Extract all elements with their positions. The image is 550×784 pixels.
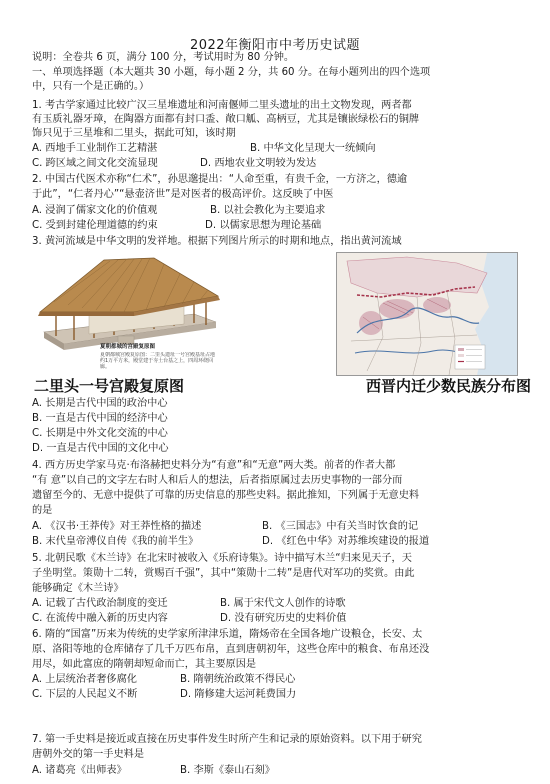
section-heading-cont: 中，只有一个是正确的。）	[32, 81, 150, 92]
question-3-text: 3. 黄河流域是中华文明的发祥地。根据下列图片所示的时期和地点，指出黄河流域	[32, 236, 402, 247]
question-4-text: “有 意”以自己的文字左右时人和后人的想法，后者指原属过去历史事物的一部分而	[32, 475, 403, 486]
question-6-option-c: C. 下层的人民起义不断	[32, 689, 138, 700]
western-jin-map	[336, 252, 518, 376]
figure-2-caption: 西晋内迁少数民族分布图	[366, 377, 532, 395]
question-4-text: 遗留至今的、无意中提供了可靠的历史信息的那些史料。据此推知，下列属于无意史料	[32, 490, 420, 501]
figure-inner-note: 夏朝都城宫殿复原图：二里头遗址一号宫殿基址占地约1万平方米，殿堂建于夯土台基之上，四周环绕回廊。	[100, 352, 216, 370]
question-4-option-a: A. 《汉书·王莽传》对王莽性格的描述	[32, 521, 202, 532]
question-1-option-d: D. 西地农业文明较为发达	[200, 158, 317, 169]
question-2-option-d: D. 以儒家思想为理论基础	[205, 220, 322, 231]
question-1-text: 1. 考古学家通过比较广汉三星堆遗址和河南偃师二里头遗址的出土文物发现，两者都	[32, 100, 412, 111]
question-2-option-a: A. 浸润了儒家文化的价值观	[32, 205, 158, 216]
question-2-option-b: B. 以社会教化为主要追求	[210, 205, 326, 216]
question-6-text: 6. 隋的“国富”历来为传统的史学家所津津乐道，隋炀帝在全国各地广设粮仓，长安、太	[32, 629, 423, 640]
question-6-text: 原、洛阳等地的仓库储存了几千万匹布帛，直到唐朝初年，这些仓库中的粮食、布帛还没	[32, 644, 430, 655]
question-1-option-a: A. 西地手工业制作工艺精湛	[32, 143, 158, 154]
question-4-option-d: D. 《红色中华》对苏维埃建设的报道	[262, 536, 430, 547]
question-1-option-b: B. 中华文化呈现大一统倾向	[250, 143, 376, 154]
question-2-option-c: C. 受到封建伦理道德的约束	[32, 220, 158, 231]
section-heading: 一、单项选择题（本大题共 30 小题，每小题 2 分，共 60 分。在每小题列出的四个选项	[32, 67, 431, 78]
figure-inner-title: 夏朝都城的宫殿复原图	[100, 344, 156, 350]
question-5-option-d: D. 没有研究历史的史料价值	[220, 613, 347, 624]
question-1-option-c: C. 跨区域之间文化交流显现	[32, 158, 158, 169]
question-2-text: 2. 中国古代医术亦称“仁术”，孙思邈提出：“人命至重，有贵千金，一方济之，德逾	[32, 174, 408, 185]
question-6-option-d: D. 隋修建大运河耗费国力	[180, 689, 297, 700]
question-4-text: 的是	[32, 505, 53, 516]
palace-reconstruction-figure	[34, 252, 220, 374]
instructions: 说明：全卷共 6 页，满分 100 分，考试用时为 80 分钟。	[32, 52, 295, 63]
question-4-option-c: B. 末代皇帝溥仪自传《我的前半生》	[32, 536, 199, 547]
question-5-option-a: A. 记载了古代政治制度的变迁	[32, 598, 168, 609]
question-3-option-c: C. 长期是中外文化交流的中心	[32, 428, 168, 439]
question-6-option-b: B. 隋朝统治政策不得民心	[180, 674, 296, 685]
question-2-text: 于此”，“仁者丹心”“悬壶济世”是对医者的极高评价。这反映了中医	[32, 189, 334, 200]
question-1-text: 饰只见于三星堆和二里头，据此可知，该时期	[32, 128, 236, 139]
question-5-text: 5. 北朝民歌《木兰诗》在北宋时被收入《乐府诗集》。诗中描写木兰“归来见天子，天	[32, 553, 412, 564]
question-4-text: 4. 西方历史学家马克·布洛赫把史料分为“有意”和“无意”两大类。前者的作者大都	[32, 460, 396, 471]
question-5-option-b: B. 属于宋代文人创作的诗歌	[220, 598, 346, 609]
map-illustration	[337, 253, 517, 375]
question-3-option-d: D. 一直是古代中国的文化中心	[32, 443, 169, 454]
question-4-option-b: B. 《三国志》中有关当时饮食的记	[262, 521, 419, 532]
question-1-text: 有玉质礼器牙璋，在陶器方面都有封口盉、敞口觚、高柄豆，尤其是镶嵌绿松石的铜牌	[32, 114, 420, 125]
question-5-text: 子坐明堂。策勋十二转，赏赐百千强”，其中“策勋十二转”是唐代对军功的奖赏。由此	[32, 568, 415, 579]
question-3-option-b: B. 一直是古代中国的经济中心	[32, 413, 168, 424]
question-5-text: 能够确定《木兰诗》	[32, 583, 124, 594]
question-5-option-c: C. 在流传中融入新的历史内容	[32, 613, 168, 624]
question-6-option-a: A. 上层统治者奢侈腐化	[32, 674, 137, 685]
question-3-option-a: A. 长期是古代中国的政治中心	[32, 398, 168, 409]
question-7-text: 7. 第一手史料是接近或直接在历史事件发生时所产生和记录的原始资料。以下用于研究	[32, 734, 422, 745]
page-title: 2022年衡阳市中考历史试题	[189, 38, 361, 53]
question-6-text: 用尽，如此富庶的隋朝却短命而亡，其主要原因是	[32, 659, 257, 670]
figure-1-caption: 二里头一号宫殿复原图	[34, 377, 185, 395]
question-7-option-a: A. 诸葛亮《出师表》	[32, 765, 127, 776]
question-7-option-b: B. 李斯《泰山石刻》	[180, 765, 275, 776]
question-7-text: 唐朝外交的第一手史料是	[32, 749, 145, 760]
